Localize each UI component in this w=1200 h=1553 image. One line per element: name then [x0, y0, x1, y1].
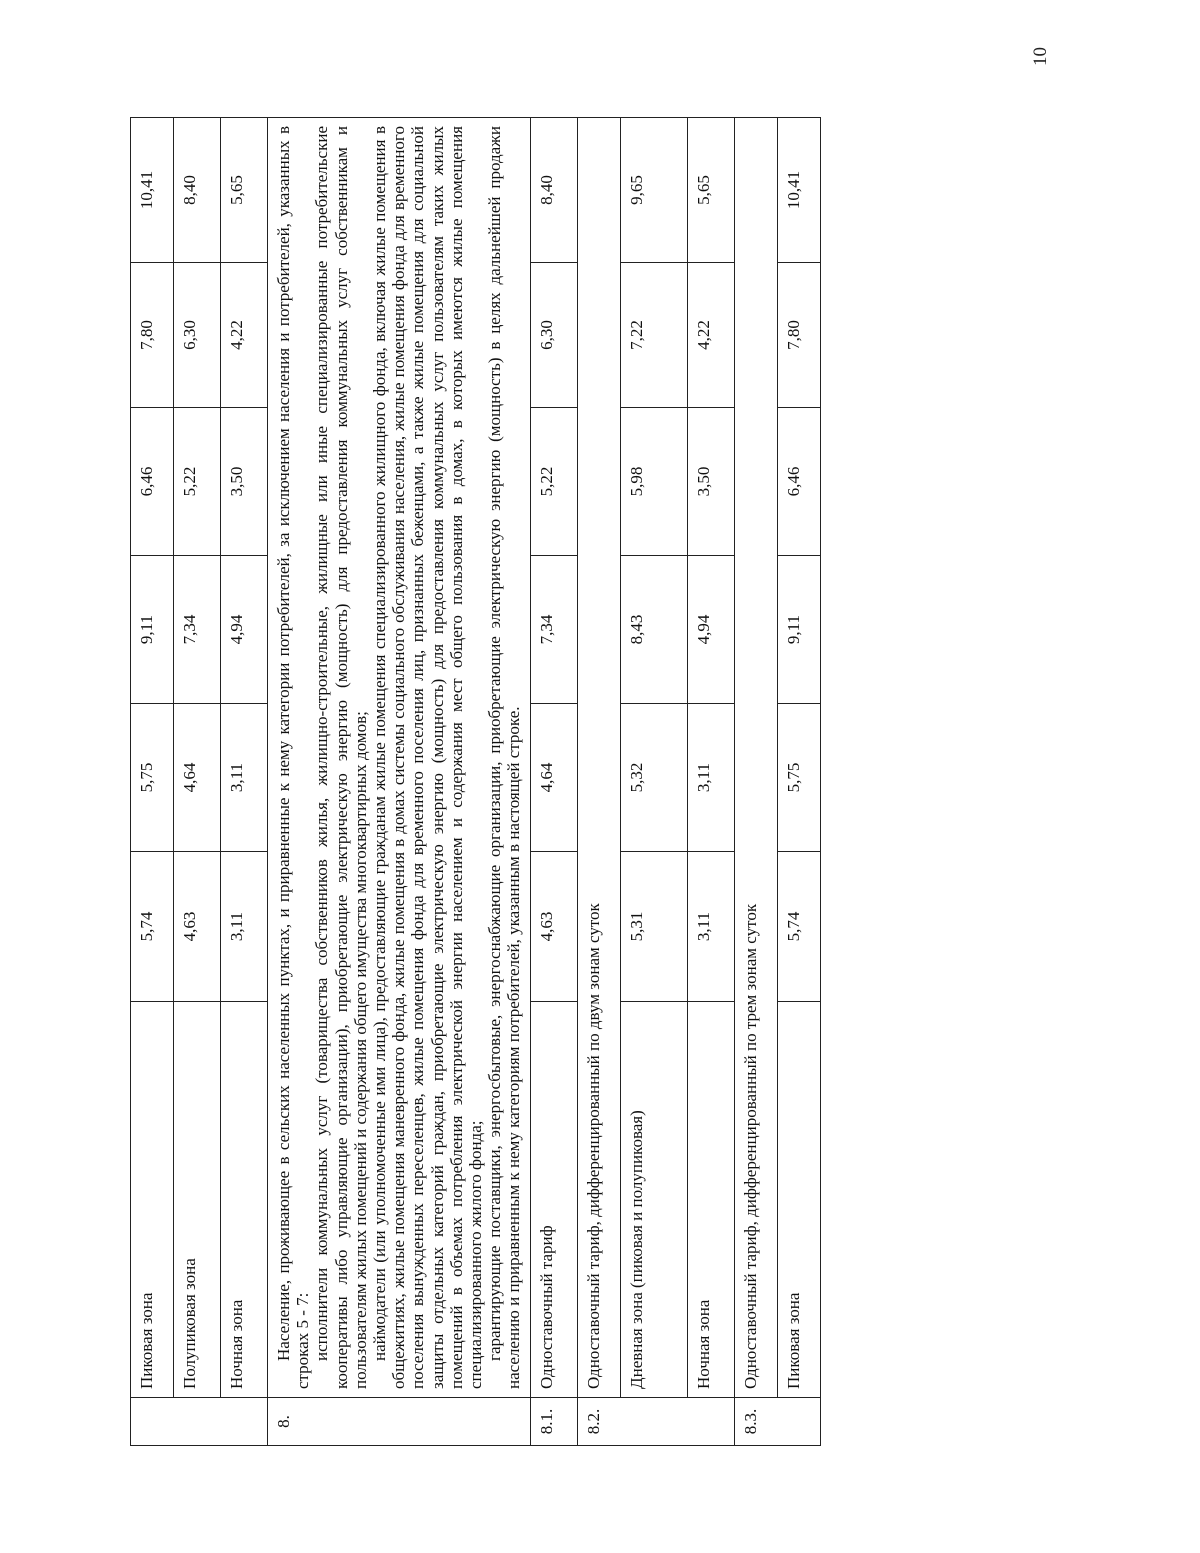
description-paragraph: гарантирующие поставщики, энергосбытовые, энергоснабжающие организации, приобретающие электрическую энергию (мощность) в целях дальнейшей продажи населению и приравненным к нему категориям потребителей, указанным в настоящей строке.: [485, 126, 524, 1389]
index-cell: [131, 1398, 268, 1446]
value-cell: 5,75: [777, 704, 820, 852]
value-cell: 5,65: [687, 118, 734, 263]
value-cell: 5,74: [777, 852, 820, 1002]
rotated-table-wrapper: [130, 118, 1190, 1446]
row-name: Полупиковая зона: [174, 1002, 221, 1398]
value-cell: 4,22: [687, 263, 734, 408]
table-row: [221, 118, 268, 1446]
value-cell: 5,98: [620, 408, 687, 556]
value-cell: 4,94: [221, 556, 268, 704]
value-cell: 10,41: [777, 118, 820, 263]
value-cell: 4,94: [687, 556, 734, 704]
value-cell: 5,65: [221, 118, 268, 263]
value-cell: 4,64: [174, 704, 221, 852]
value-cell: 10,41: [131, 118, 174, 263]
page-number: 10: [1030, 47, 1051, 66]
value-cell: 4,63: [530, 852, 577, 1002]
value-cell: 5,32: [620, 704, 687, 852]
value-cell: 8,43: [620, 556, 687, 704]
table-row: [174, 118, 221, 1446]
value-cell: 9,11: [131, 556, 174, 704]
description-paragraph: Население, проживающее в сельских населенных пунктах, и приравненные к нему категории потребителей, за исключением населения и потребителей, указанных в строках 5 - 7:: [274, 126, 313, 1389]
subsection-title: Одноставочный тариф, дифференцированный по трем зонам суток: [734, 118, 777, 1398]
value-cell: 3,11: [687, 704, 734, 852]
table-row: [131, 118, 174, 1446]
row-index: 8.3.: [734, 1398, 820, 1446]
value-cell: 9,65: [620, 118, 687, 263]
row-name: Ночная зона: [221, 1002, 268, 1398]
value-cell: 9,11: [777, 556, 820, 704]
value-cell: 3,11: [687, 852, 734, 1002]
row-name: Ночная зона: [687, 1002, 734, 1398]
value-cell: 7,22: [620, 263, 687, 408]
value-cell: 8,40: [174, 118, 221, 263]
value-cell: 7,80: [131, 263, 174, 408]
subsection-row: [734, 118, 777, 1446]
description-paragraph: наймодатели (или уполномоченные ими лица), предоставляющие гражданам жилые помещения специализированного жилищного фонда, включая жилые помещения в общежитиях, жилые помещения маневренного фонда, жилые помещения в домах системы социального обслуживания населения, жилые помещения фонда для временного поселения вынужденных переселенцев, жилые помещения фонда для временного поселения лиц, признанных беженцами, а также жилые помещения для социальной защиты отдельных категорий граждан, приобретающие электрическую энергию (мощность) для предоставления коммунальных услуг пользователям таких жилых помещений в объемах потребления электрической энергии населением и содержания мест общего пользования в домах, в которых имеются жилые помещения специализированного жилого фонда;: [370, 126, 486, 1389]
value-cell: 5,75: [131, 704, 174, 852]
row-index: 8.1.: [530, 1398, 577, 1446]
value-cell: 6,46: [131, 408, 174, 556]
description-paragraph: исполнители коммунальных услуг (товарищества собственников жилья, жилищно-строительные, жилищные или иные специализированные потребительские кооперативы либо управляющие организации), приобретающие электрическую энергию (мощность) для предоставления коммунальных услуг собственникам и пользователям жилых помещений и содержания общего имущества многоквартирных домов;: [312, 126, 370, 1389]
value-cell: 6,30: [530, 263, 577, 408]
subsection-row: [577, 118, 620, 1446]
section-8-description: [268, 118, 531, 1398]
value-cell: 4,64: [530, 704, 577, 852]
section-index: 8.: [268, 1398, 531, 1446]
value-cell: 5,22: [174, 408, 221, 556]
row-index: 8.2.: [577, 1398, 734, 1446]
row-name: Дневная зона (пиковая и полупиковая): [620, 1002, 687, 1398]
value-cell: 4,22: [221, 263, 268, 408]
value-cell: 4,63: [174, 852, 221, 1002]
value-cell: 3,11: [221, 852, 268, 1002]
value-cell: 8,40: [530, 118, 577, 263]
subsection-title: Одноставочный тариф, дифференцированный по двум зонам суток: [577, 118, 620, 1398]
table-row: [620, 118, 687, 1446]
value-cell: 5,74: [131, 852, 174, 1002]
row-name: Пиковая зона: [131, 1002, 174, 1398]
row-name: Одноставочный тариф: [530, 1002, 577, 1398]
value-cell: 7,34: [174, 556, 221, 704]
value-cell: 6,46: [777, 408, 820, 556]
value-cell: 5,22: [530, 408, 577, 556]
section-8-row: [268, 118, 531, 1446]
value-cell: 6,30: [174, 263, 221, 408]
value-cell: 3,50: [221, 408, 268, 556]
table-row: [777, 118, 820, 1446]
tariff-table: [130, 117, 821, 1446]
value-cell: 7,80: [777, 263, 820, 408]
table-row: [687, 118, 734, 1446]
value-cell: 7,34: [530, 556, 577, 704]
table-row: [530, 118, 577, 1446]
value-cell: 5,31: [620, 852, 687, 1002]
value-cell: 3,50: [687, 408, 734, 556]
row-name: Пиковая зона: [777, 1002, 820, 1398]
value-cell: 3,11: [221, 704, 268, 852]
